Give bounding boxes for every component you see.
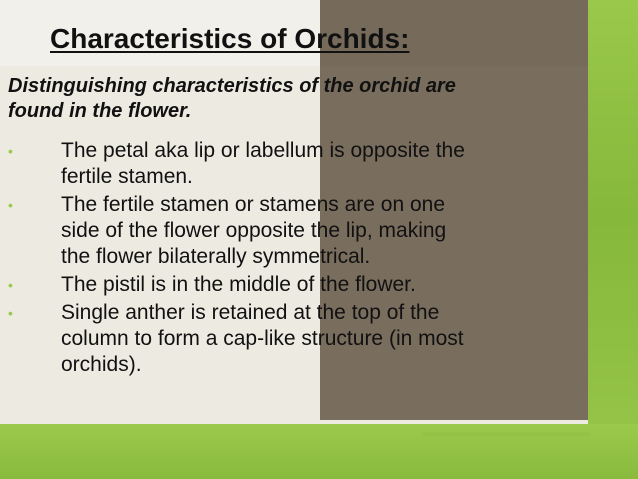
bullet-dot-icon: • <box>8 197 13 213</box>
bullet-item-pistil <box>8 272 594 298</box>
bullet-text: The fertile stamen or stamens are on one side of the flower opposite the lip, making the flower bilaterally symmetrical. <box>61 193 447 268</box>
bullet-text: The pistil is in the middle of the flower. <box>61 273 416 296</box>
bullet-dot-icon: • <box>8 143 13 159</box>
green-accent-line <box>423 432 589 436</box>
bullet-dot-icon: • <box>8 305 13 321</box>
bullet-item-anther <box>8 300 594 378</box>
bullet-item-petal <box>8 138 594 190</box>
slide-title: Characteristics of Orchids: <box>50 23 410 54</box>
green-side-border <box>588 0 638 479</box>
bullet-dot-icon: • <box>8 277 13 293</box>
intro-text: Distinguishing characteristics of the orchid are found in the flower. <box>8 75 456 122</box>
bullet-item-stamen <box>8 192 594 270</box>
bullet-list <box>8 138 594 380</box>
bullet-text: Single anther is retained at the top of the column to form a cap-like structure (in most orchids). <box>61 301 464 376</box>
bullet-text: The petal aka lip or labellum is opposite the fertile stamen. <box>61 139 465 188</box>
